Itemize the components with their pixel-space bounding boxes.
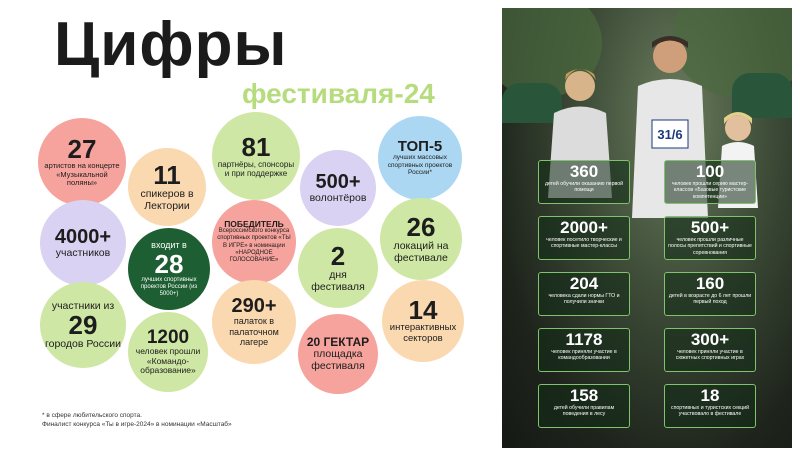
bubble-label: дня фестиваля: [311, 268, 365, 293]
bubble-days: [298, 228, 378, 308]
bubble-top5: [378, 116, 462, 200]
bubble-label: волонтёров: [309, 191, 367, 204]
stat-card: [664, 160, 756, 204]
bubble-prefix: входит в: [151, 240, 187, 251]
bubble-label: палаток в палаточном лагере: [229, 316, 279, 348]
stat-desc: человек прошли серию мастер-классов «Базовые туристские компетенции»: [671, 180, 749, 200]
stat-value: 2000+: [560, 218, 608, 237]
bubble-volunteers: [300, 150, 376, 226]
photo-panel: [502, 8, 792, 448]
footnote-line: * в сфере любительского спорта.: [42, 412, 142, 419]
stat-desc: человек прошли различные полосы препятствий и спортивные соревнования: [668, 236, 752, 256]
bubble-label: площадка фестиваля: [311, 347, 365, 372]
stat-desc: человек приняли участие в командообразовании: [551, 348, 617, 362]
footnote-line: Финалист конкурса «Ты в игре-2024» в номинации «Масштаб»: [42, 421, 232, 429]
stat-value: 1178: [565, 330, 603, 349]
bubble-winner: [212, 200, 296, 284]
bubble-sectors: [382, 280, 464, 362]
bubble-number: ТОП-5: [397, 138, 443, 156]
bubble-cities: [40, 282, 126, 368]
bubble-speakers: [128, 148, 206, 226]
stat-card: [664, 216, 756, 260]
stat-desc: человека сдали нормы ГТО и получили значки: [548, 292, 620, 306]
stat-card: [538, 384, 630, 428]
bubble-number: 290+: [231, 295, 277, 318]
bubble-label: участников: [55, 246, 111, 259]
bib-number: 31/6: [657, 127, 683, 142]
page-subtitle: фестиваля-24: [242, 78, 435, 109]
bubble-number: 4000+: [54, 225, 112, 248]
bubble-number: 14: [408, 295, 438, 326]
bubble-label: лучших спортивных проектов России (из 5000+): [140, 276, 198, 297]
bubble-number: 1200: [146, 326, 190, 348]
stat-value: 158: [569, 386, 599, 405]
stat-card: [538, 216, 630, 260]
stat-card: [538, 160, 630, 204]
bubble-number: 26: [406, 211, 436, 242]
stat-value: 18: [700, 386, 720, 405]
footnote: [42, 411, 232, 430]
bubble-label: локаций на фестивале: [393, 239, 449, 264]
stat-desc: детей в возрасте до 6 лет прошли первый поход: [668, 292, 752, 306]
stat-card: [538, 272, 630, 316]
bubble-number: 28: [154, 248, 184, 279]
bubble-number: 500+: [315, 170, 361, 193]
bubble-label: спикеров в Лектории: [140, 187, 194, 212]
stat-card: [664, 328, 756, 372]
stat-desc: детей обучили оказанию первой помощи: [544, 180, 624, 194]
page-title: Цифры: [54, 10, 288, 79]
bubble-partners: [212, 112, 300, 200]
stat-value: 160: [695, 274, 725, 293]
bubble-label: городов России: [45, 338, 121, 350]
stat-desc: детей обучили правилам поведения в лесу: [553, 404, 615, 418]
stat-value: 300+: [690, 330, 730, 349]
stat-desc: человек посетило творческие и спортивные мастер-классы: [546, 236, 622, 250]
stat-card: [664, 272, 756, 316]
bubble-prefix: участники из: [51, 299, 115, 312]
bubble-tents: [212, 280, 296, 364]
stat-value: 100: [695, 162, 725, 181]
stat-desc: человек приняли участие в сюжетных спортивных играх: [675, 348, 745, 362]
stat-card: [664, 384, 756, 428]
bubble-artists: [38, 118, 126, 206]
bubble-command: [128, 312, 208, 392]
bubble-top28: [128, 228, 210, 310]
bubble-number: 27: [67, 134, 97, 165]
stat-value: 204: [569, 274, 599, 293]
bubble-number: 2: [330, 240, 346, 271]
bubble-label: партнёры, спонсоры и при поддержке: [217, 159, 295, 178]
bubble-label: Всероссийского конкурса спортивных проектов «ТЫ В ИГРЕ» в номинации «НАРОДНОЕ ГОЛОСОВАНИЕ»: [217, 228, 291, 264]
bubble-label: лучших массовых спортивных проектов России*: [387, 154, 453, 177]
bubble-number: 11: [153, 159, 181, 190]
bubble-number: 20 ГЕКТАР: [306, 334, 370, 349]
bubble-hectares: [298, 314, 378, 394]
bubble-number: 81: [241, 131, 271, 162]
bubble-number: 29: [68, 310, 98, 340]
bubble-participants: [40, 200, 126, 286]
stat-value: 360: [569, 162, 599, 181]
bubble-locations: [380, 198, 462, 280]
bubble-label: интерактивных секторов: [389, 322, 457, 344]
stat-card: [538, 328, 630, 372]
bubble-number: ПОБЕДИТЕЛЬ: [224, 218, 284, 229]
stat-desc: спортивных и туристских секций участвовало в фестивале: [670, 404, 750, 418]
stat-value: 500+: [690, 218, 730, 237]
bubble-label: человек прошли «Командо-образование»: [135, 345, 201, 376]
bubble-label: артистов на концерте «Музыкальной поляны»: [44, 161, 120, 188]
